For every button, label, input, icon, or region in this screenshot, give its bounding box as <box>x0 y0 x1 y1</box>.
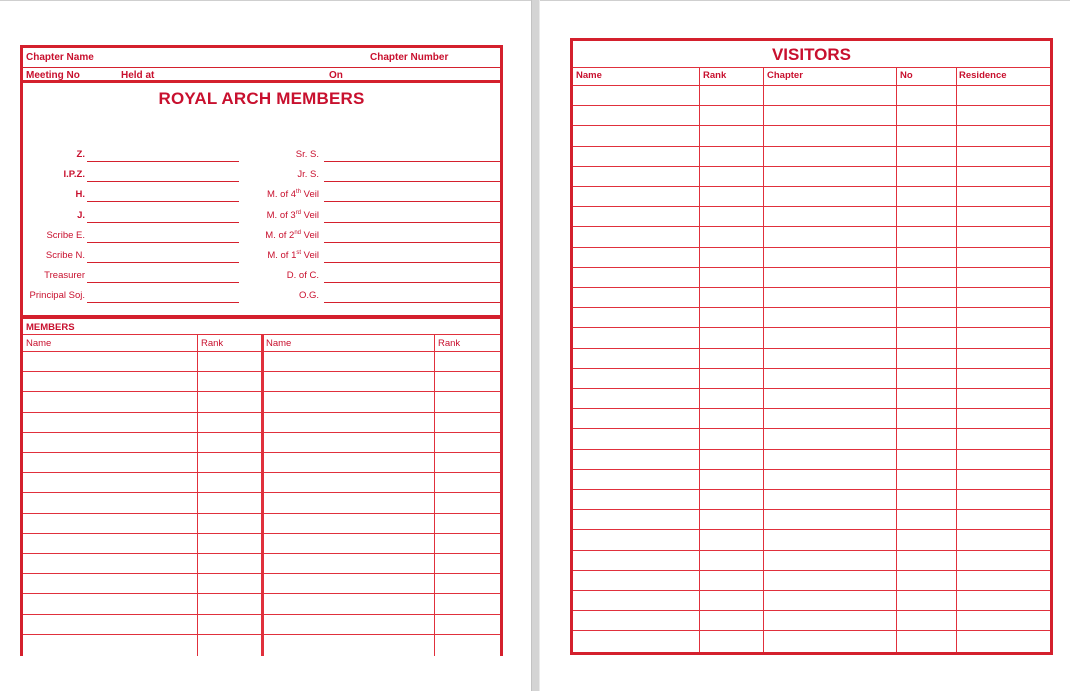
officer-label-right <box>239 189 319 200</box>
visitors-row-rule <box>573 307 1050 308</box>
officer-label-left: Treasurer <box>44 270 85 282</box>
visitors-title: VISITORS <box>771 45 852 64</box>
ordinal-suffix: th <box>296 189 302 196</box>
visitors-section <box>570 38 1053 655</box>
visitors-col-rule <box>956 67 957 652</box>
chapter-number-label: Chapter Number <box>370 52 449 63</box>
officer-label-left: Scribe N. <box>45 250 85 261</box>
members-title: MEMBERS <box>26 322 75 333</box>
visitors-row-rule <box>573 509 1050 510</box>
visitors-col-rule <box>699 67 700 652</box>
visitors-row-rule <box>573 630 1050 631</box>
members-center-divider <box>261 334 264 656</box>
officer-blank-line[interactable] <box>87 282 239 283</box>
officer-label-right <box>239 270 319 281</box>
chapter-name-label: Chapter Name <box>26 52 94 63</box>
officer-label-text: Sr. S. <box>295 149 319 160</box>
visitors-row-rule <box>573 428 1050 429</box>
visitors-col-rule <box>896 67 897 652</box>
visitors-row-rule <box>573 327 1050 328</box>
officer-blank-line[interactable] <box>324 282 501 283</box>
visitors-title-rule <box>573 67 1050 68</box>
visitors-row-rule <box>573 125 1050 126</box>
ordinal-suffix: nd <box>294 229 302 236</box>
visitors-row-rule <box>573 186 1050 187</box>
held-at-label: Held at <box>121 70 155 81</box>
ordinal-suffix: rd <box>295 209 302 216</box>
officer-label-right <box>239 169 319 180</box>
officer-blank-line[interactable] <box>87 181 239 182</box>
officer-blank-line[interactable] <box>87 302 239 303</box>
visitors-row-rule <box>573 267 1050 268</box>
officer-label-text: Jr. S. <box>297 169 319 181</box>
officer-blank-line[interactable] <box>324 262 501 263</box>
members-section <box>20 316 503 656</box>
officer-blank-line[interactable] <box>324 161 501 162</box>
officer-label-text: M. of 2 <box>265 229 295 241</box>
visitors-column-header: No <box>900 70 913 81</box>
visitors-column-header: Chapter <box>767 70 803 81</box>
visitors-row-rule <box>573 529 1050 530</box>
officer-label-right <box>239 149 319 160</box>
officer-label-left: Scribe E. <box>46 229 85 241</box>
visitors-row-rule <box>573 489 1050 490</box>
members-column-header: Name <box>26 338 52 349</box>
officer-label-text: O.G. <box>298 290 319 302</box>
members-column-header: Rank <box>201 338 224 349</box>
visitors-column-header: Name <box>576 70 602 81</box>
visitors-col-rule <box>763 67 764 652</box>
officer-blank-line[interactable] <box>87 262 239 263</box>
officer-label-suffix: Veil <box>301 189 319 201</box>
officer-label-suffix: Veil <box>301 250 319 261</box>
page-divider <box>531 0 540 691</box>
officer-blank-line[interactable] <box>324 181 501 182</box>
visitors-row-rule <box>573 226 1050 227</box>
officer-blank-line[interactable] <box>324 302 501 303</box>
officer-label-left: H. <box>75 189 85 201</box>
visitors-row-rule <box>573 146 1050 147</box>
officer-blank-line[interactable] <box>324 222 501 223</box>
officer-blank-line[interactable] <box>87 242 239 243</box>
meeting-no-label: Meeting No <box>26 70 80 81</box>
header-row-1 <box>23 50 500 66</box>
visitors-row-rule <box>573 166 1050 167</box>
visitors-row-rule <box>573 610 1050 611</box>
visitors-row-rule <box>573 348 1050 349</box>
members-column-header: Name <box>266 338 292 349</box>
officers-section <box>20 80 503 318</box>
officer-label-right <box>239 290 319 301</box>
officer-blank-line[interactable] <box>87 201 239 202</box>
members-col-rule <box>197 334 198 656</box>
visitors-column-header: Residence <box>959 70 1007 81</box>
officer-label-right <box>239 250 319 261</box>
officer-label-left: I.P.Z. <box>63 169 85 181</box>
officer-blank-line[interactable] <box>87 161 239 162</box>
visitors-row-rule <box>573 570 1050 571</box>
officer-label-left: Principal Soj. <box>29 290 85 302</box>
members-column-header: Rank <box>438 338 461 349</box>
officer-label-right <box>239 230 319 241</box>
visitors-row-rule <box>573 388 1050 389</box>
chapter-header <box>20 45 503 81</box>
visitors-row-rule <box>573 590 1050 591</box>
officer-label-suffix: Veil <box>301 209 319 221</box>
officer-label-left: Z. <box>76 149 85 160</box>
officer-blank-line[interactable] <box>324 201 501 202</box>
officer-label-text: M. of 1 <box>267 250 297 261</box>
officer-blank-line[interactable] <box>324 242 501 243</box>
visitors-row-rule <box>573 206 1050 207</box>
visitors-row-rule <box>573 287 1050 288</box>
visitors-column-header: Rank <box>703 70 727 81</box>
officer-label-left: J. <box>77 209 85 221</box>
visitors-row-rule <box>573 247 1050 248</box>
visitors-row-rule <box>573 105 1050 106</box>
officer-label-text: M. of 4 <box>266 189 297 201</box>
visitors-row-rule <box>573 469 1050 470</box>
visitors-row-rule <box>573 408 1050 409</box>
visitors-row-rule <box>573 85 1050 86</box>
on-label: On <box>329 70 343 81</box>
officer-label-suffix: Veil <box>301 229 319 241</box>
visitors-row-rule <box>573 550 1050 551</box>
officer-label-text: D. of C. <box>286 270 319 282</box>
ordinal-suffix: st <box>296 249 302 256</box>
visitors-row-rule <box>573 449 1050 450</box>
officers-title: ROYAL ARCH MEMBERS <box>158 89 365 108</box>
members-col-rule <box>434 334 435 656</box>
visitors-row-rule <box>573 368 1050 369</box>
officer-label-right <box>239 210 319 221</box>
officer-blank-line[interactable] <box>87 222 239 223</box>
officer-label-text: M. of 3 <box>266 209 296 221</box>
